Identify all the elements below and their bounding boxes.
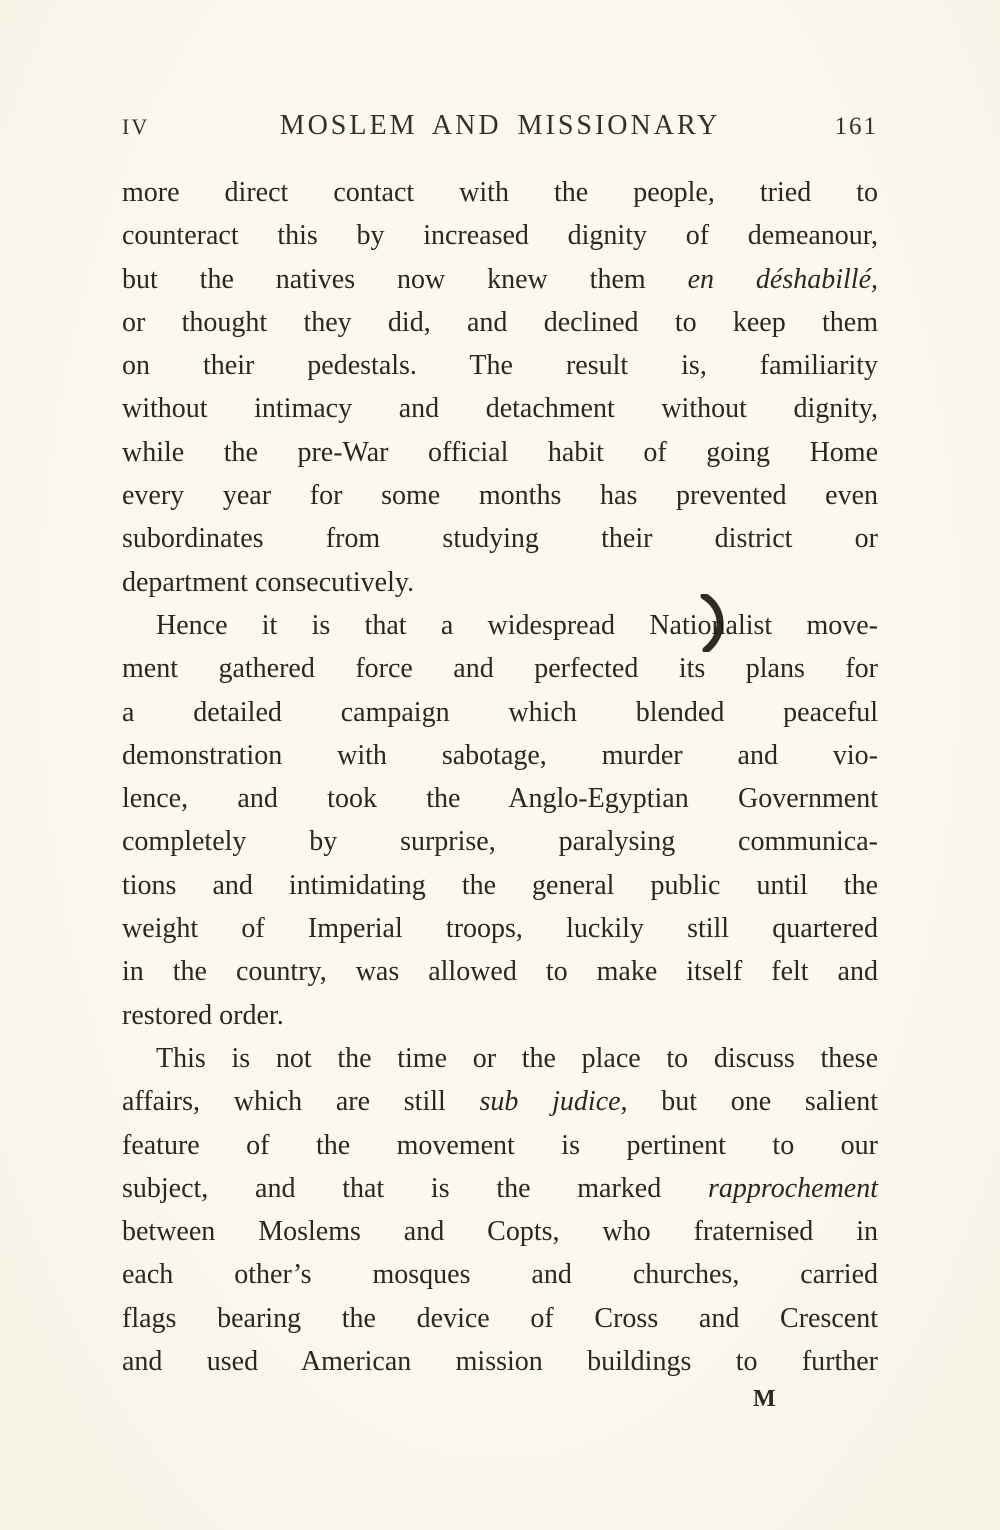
text-line [122, 734, 878, 777]
text-segment: flags bearing the device of Cross and Crescent [122, 1302, 878, 1334]
italic-text: en déshabillé, [687, 263, 878, 295]
paragraph [122, 171, 878, 604]
text-line [122, 777, 878, 820]
text-line [122, 1124, 878, 1167]
text-segment: subordinates from studying their district or [122, 523, 878, 555]
text-segment: without intimacy and detachment without dignity, [122, 393, 878, 425]
text-line [122, 1167, 878, 1210]
italic-text: sub judice, [479, 1086, 628, 1118]
text-segment: weight of Imperial troops, luckily still quartered [122, 913, 878, 945]
page-body [122, 171, 878, 1383]
text-segment: subject, and that is the marked [122, 1172, 708, 1204]
text-segment: feature of the movement is pertinent to our [122, 1129, 878, 1161]
text-line [122, 387, 878, 430]
text-segment: demonstration with sabotage, murder and vio- [122, 739, 878, 771]
text-line [122, 1080, 878, 1123]
text-segment: but the natives now knew them [122, 263, 688, 295]
text-segment: and used American mission buildings to further [122, 1346, 878, 1378]
text-line [122, 1253, 878, 1296]
text-line [122, 864, 878, 907]
text-line [122, 1037, 878, 1080]
text-segment: on their pedestals. The result is, familiarity [122, 350, 878, 382]
text-segment: affairs, which are still [122, 1086, 480, 1118]
text-segment: but one salient [627, 1086, 879, 1118]
page-title: MOSLEM AND MISSIONARY [279, 110, 721, 141]
text-line [122, 1340, 878, 1383]
chapter-numeral: IV [122, 114, 150, 139]
text-segment: or thought they did, and declined to keep them [122, 306, 878, 338]
text-segment: more direct contact with the people, tried to [122, 177, 878, 208]
text-segment: a detailed campaign which blended peaceful [122, 696, 878, 728]
text-line [122, 907, 878, 950]
text-segment: while the pre-War official habit of going Home [122, 436, 878, 468]
text-line [122, 691, 878, 734]
paragraph [122, 604, 878, 1037]
text-segment: Hence it is that a widespread Nationalist move- [156, 609, 878, 641]
text-line [122, 1210, 878, 1253]
text-line [122, 171, 878, 214]
text-line [122, 258, 878, 301]
text-segment: lence, and took the Anglo-Egyptian Government [122, 783, 878, 815]
text-line [122, 561, 878, 604]
italic-text: rapprochement [707, 1172, 878, 1204]
text-line [122, 950, 878, 993]
text-segment: tions and intimidating the general public until the [122, 869, 878, 901]
text-segment: counteract this by increased dignity of demeanour, [122, 220, 878, 252]
text-line [122, 344, 878, 387]
page-number: 161 [834, 113, 878, 140]
text-segment: This is not the time or the place to discuss these [156, 1042, 878, 1074]
text-segment: completely by surprise, paralysing communica- [122, 826, 878, 858]
text-line [122, 820, 878, 863]
text-line [122, 604, 878, 647]
printer-signature-mark: M [753, 1386, 777, 1412]
text-line [122, 1297, 878, 1340]
paragraph [122, 1037, 878, 1383]
text-line [122, 994, 878, 1037]
text-segment: department consecutively. [122, 566, 415, 598]
running-header [122, 110, 878, 142]
text-segment: between Moslems and Copts, who fraternised in [122, 1216, 878, 1248]
text-line [122, 301, 878, 344]
text-segment: in the country, was allowed to make itself felt and [122, 956, 878, 988]
text-line [122, 214, 878, 257]
text-line [122, 517, 878, 560]
text-segment: restored order. [122, 999, 284, 1031]
text-line [122, 474, 878, 517]
text-segment: every year for some months has prevented even [122, 480, 878, 512]
text-segment: ment gathered force and perfected its plans for [122, 653, 878, 685]
text-segment: each other’s mosques and churches, carried [122, 1259, 878, 1291]
text-line [122, 647, 878, 690]
text-line [122, 431, 878, 474]
